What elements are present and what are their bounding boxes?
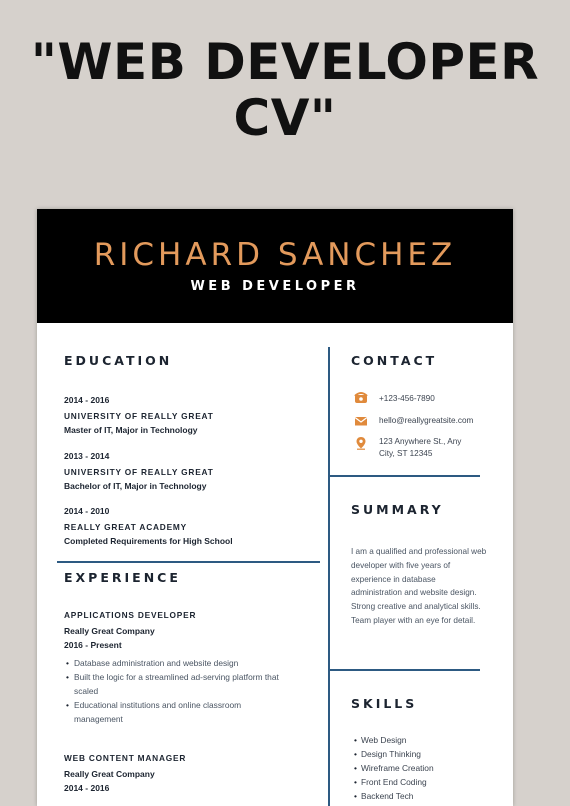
- education-school: REALLY GREAT ACADEMY: [64, 522, 187, 532]
- contact-divider: [328, 475, 480, 477]
- education-school: UNIVERSITY OF REALLY GREAT: [64, 411, 214, 421]
- skill-item: • Web Design: [354, 735, 407, 745]
- skill-item: • Design Thinking: [354, 749, 421, 759]
- poster-title-line-2: CV": [233, 89, 337, 147]
- skill-item: • Front End Coding: [354, 777, 427, 787]
- poster-title: [0, 30, 570, 150]
- job-period: 2014 - 2016: [64, 783, 110, 793]
- summary-text: I am a qualified and professional web developer with five years of experience in database administration and website design. Strong creative and analytical skills. Team player with an eye for detail.: [351, 547, 487, 625]
- column-divider: [328, 347, 330, 806]
- skill-item: • Backend Tech: [354, 791, 414, 801]
- job-bullet: • Built the logic for a streamlined ad-serving platform that: [66, 672, 279, 682]
- candidate-role: WEB DEVELOPER: [190, 279, 360, 294]
- job-bullet: • Database administration and website design: [66, 658, 239, 668]
- contact-address-line-2: City, ST 12345: [379, 449, 433, 458]
- job-bullet: • Educational institutions and online classroom: [66, 700, 242, 710]
- contact-phone: +123-456-7890: [379, 394, 435, 403]
- contact-heading: CONTACT: [351, 353, 438, 368]
- education-years: 2013 - 2014: [64, 451, 110, 461]
- resume-page: [37, 209, 513, 806]
- job-title: APPLICATIONS DEVELOPER: [64, 610, 197, 620]
- job-bullet-continued: scaled: [74, 686, 99, 696]
- education-school: UNIVERSITY OF REALLY GREAT: [64, 467, 214, 477]
- email-icon: [354, 414, 368, 428]
- job-period: 2016 - Present: [64, 640, 122, 650]
- skills-heading: SKILLS: [351, 696, 418, 711]
- contact-address-line-1: 123 Anywhere St., Any: [379, 437, 462, 446]
- job-title: WEB CONTENT MANAGER: [64, 753, 187, 763]
- job-company: Really Great Company: [64, 626, 155, 636]
- education-years: 2014 - 2016: [64, 395, 110, 405]
- skill-item: • Wireframe Creation: [354, 763, 434, 773]
- contact-email: hello@reallygreatsite.com: [379, 416, 474, 425]
- candidate-name: RICHARD SANCHEZ: [93, 237, 457, 273]
- education-degree: Master of IT, Major in Technology: [64, 425, 198, 435]
- experience-heading: EXPERIENCE: [64, 570, 181, 585]
- education-years: 2014 - 2010: [64, 506, 110, 516]
- resume-header: [37, 209, 513, 323]
- job-company: Really Great Company: [64, 769, 155, 779]
- education-heading: EDUCATION: [64, 353, 173, 368]
- summary-divider: [328, 669, 480, 671]
- location-pin-icon: [354, 436, 368, 450]
- job-bullet-continued: management: [74, 714, 123, 724]
- summary-heading: SUMMARY: [351, 502, 444, 517]
- education-degree: Completed Requirements for High School: [64, 536, 233, 546]
- poster-title-line-1: "WEB DEVELOPER: [30, 33, 540, 91]
- education-degree: Bachelor of IT, Major in Technology: [64, 481, 207, 491]
- education-divider: [57, 561, 320, 563]
- phone-icon: [354, 391, 368, 405]
